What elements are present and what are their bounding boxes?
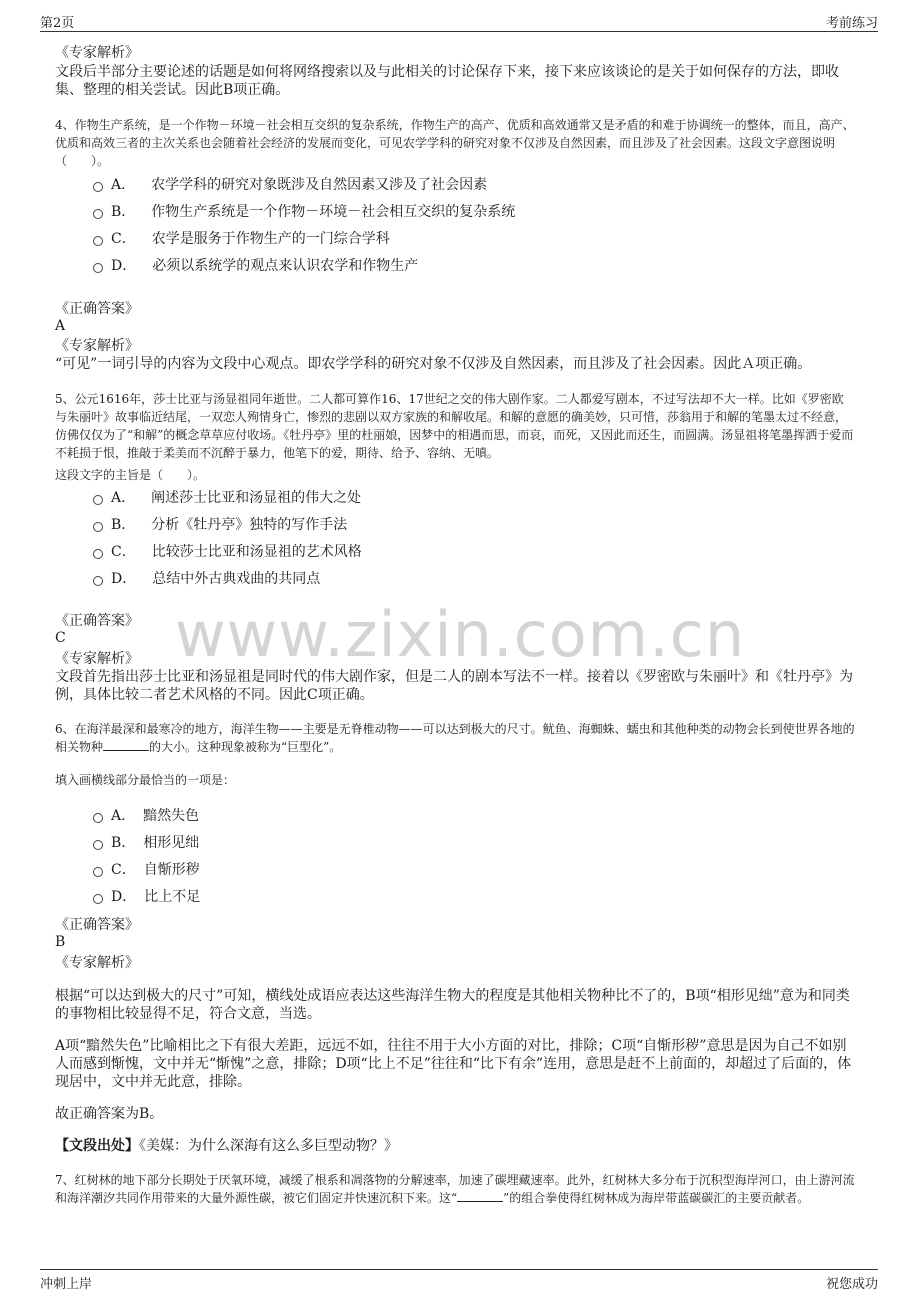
option-letter: C． bbox=[111, 862, 136, 878]
option-text: 相形见绌 bbox=[143, 835, 200, 851]
question-6-stem-part1: 6、在海洋最深和最寒冷的地方，海洋生物——主要是无脊椎动物——可以达到极大的尺寸。鱿鱼、海蜘蛛、蠕虫和其他种类的动物会长到使世界各地的相关物种 bbox=[55, 722, 855, 754]
radio-icon[interactable] bbox=[93, 813, 103, 823]
q5-analysis: 文段首先指出莎士比亚和汤显祖是同时代的伟大剧作家，但是二人的剧本写法不一样。接着以《罗密欧与朱丽叶》和《牡丹亭》为例，具体比较二者艺术风格的不同。因此C项正确。 bbox=[55, 669, 853, 703]
option-text: 农学是服务于作物生产的一门综合学科 bbox=[151, 231, 390, 247]
option-text: 自惭形秽 bbox=[143, 862, 200, 878]
radio-icon[interactable] bbox=[93, 549, 103, 559]
q4-analysis: “可见”一词引导的内容为文段中心观点。即农学学科的研究对象不仅涉及自然因素，而且涉及了社会因素。因此Ａ项正确。 bbox=[55, 356, 812, 372]
q4-option-b[interactable] bbox=[93, 201, 515, 221]
option-letter: C． bbox=[111, 231, 136, 247]
answer-label: 《正确答案》 bbox=[55, 613, 139, 629]
footer-right-text: 祝您成功 bbox=[825, 1277, 878, 1292]
answer-label: 《正确答案》 bbox=[55, 301, 139, 317]
option-text: 分析《牡丹亭》独特的写作手法 bbox=[151, 517, 348, 533]
option-text: 比较莎士比亚和汤显祖的艺术风格 bbox=[151, 544, 362, 560]
footer-left-text: 冲刺上岸 bbox=[40, 1277, 93, 1292]
radio-icon[interactable] bbox=[93, 209, 103, 219]
q4-option-d[interactable] bbox=[93, 255, 418, 275]
question-5-prompt: 这段文字的主旨是（ ）。 bbox=[55, 468, 206, 482]
radio-icon[interactable] bbox=[93, 263, 103, 273]
q4-option-c[interactable] bbox=[93, 228, 390, 248]
option-text: 比上不足 bbox=[144, 889, 201, 905]
option-letter: D． bbox=[111, 258, 137, 274]
radio-icon[interactable] bbox=[93, 182, 103, 192]
question-7-stem-part1: 7、红树林的地下部分长期处于厌氧环境，减缓了根系和凋落物的分解速率，加速了碳埋藏速率。此外，红树林大多分布于沉积型海岸河口，由上游河流和海洋潮汐共同作用带来的大量外源性碳，被它们固定并快速沉积下来。这“ bbox=[55, 1173, 855, 1205]
footer-divider bbox=[40, 1269, 878, 1270]
option-letter: D． bbox=[111, 571, 137, 587]
option-text: 总结中外古典戏曲的共同点 bbox=[152, 571, 321, 587]
q4-option-a[interactable] bbox=[93, 174, 487, 194]
q6-option-d[interactable] bbox=[93, 886, 200, 906]
q5-option-c[interactable] bbox=[93, 541, 362, 561]
source-label: 【文段出处】 bbox=[55, 1138, 139, 1154]
header-divider bbox=[40, 31, 878, 32]
question-6-stem-part2: 的大小。这种现象被称为“巨型化”。 bbox=[149, 740, 342, 754]
option-letter: A． bbox=[111, 490, 136, 506]
analysis-label: 《专家解析》 bbox=[55, 651, 139, 667]
question-7-stem-part2: ”的组合拳使得红树林成为海岸带蓝碳碳汇的主要贡献者。 bbox=[503, 1191, 810, 1205]
option-letter: D． bbox=[111, 889, 137, 905]
option-letter: A． bbox=[111, 177, 136, 193]
analysis-label: 《专家解析》 bbox=[55, 955, 139, 971]
question-6-prompt: 填入画横线部分最恰当的一项是： bbox=[55, 773, 236, 787]
q6-source bbox=[55, 1137, 855, 1155]
page-number: 第2页 bbox=[40, 16, 75, 31]
q6-answer: B bbox=[55, 934, 66, 950]
option-text: 必须以系统学的观点来认识农学和作物生产 bbox=[152, 258, 419, 274]
source-title: 《美媒：为什么深海有这么多巨型动物？》 bbox=[139, 1138, 398, 1154]
q6-option-b[interactable] bbox=[93, 832, 199, 852]
radio-icon[interactable] bbox=[93, 522, 103, 532]
option-text: 黯然失色 bbox=[143, 808, 200, 824]
q6-analysis-conclusion: 故正确答案为B。 bbox=[55, 1106, 164, 1122]
question-4-stem: 4、作物生产系统，是一个作物－环境－社会相互交织的复杂系统，作物生产的高产、优质和高效通常又是矛盾的和难于协调统一的整体，而且，高产、优质和高效三者的主次关系也会随着社会经济的发展而变化，可见农学学科的研究对象不仅涉及自然因素，而且涉及了社会因素。这段文字意图说明（ ）。 bbox=[55, 118, 855, 168]
option-text: 阐述莎士比亚和汤显祖的伟大之处 bbox=[151, 490, 362, 506]
fill-blank bbox=[103, 738, 149, 751]
option-text: 农学学科的研究对象既涉及自然因素又涉及了社会因素 bbox=[151, 177, 488, 193]
option-letter: B． bbox=[111, 517, 136, 533]
question-5-stem: 5、公元1616年，莎士比亚与汤显祖同年逝世。二人都可算作16、17世纪之交的伟大剧作家。二人都爱写剧本，不过写法却不大一样。比如《罗密欧与朱丽叶》故事临近结尾，一双恋人殉情身亡，惨烈的悲剧以双方家族的和解收尾。和解的意愿的确美妙，只可惜，莎翁用于和解的笔墨太过不经意，仿佛仅仅为了“和解”的概念草草应付收场。《牡丹亭》里的杜丽娘，因梦中的相遇而思，而哀，而死，又因此而还生，而圆满。汤显祖将笔墨挥洒于爱而不耗损于恨，推敲于柔美而不沉醉于暴力，他笔下的爱，期待、给予、容纳、无嗔。 bbox=[55, 392, 854, 460]
q4-answer: A bbox=[55, 318, 66, 334]
radio-icon[interactable] bbox=[93, 576, 103, 586]
watermark: www.zixin.com.cn bbox=[174, 598, 746, 671]
option-letter: C． bbox=[111, 544, 136, 560]
radio-icon[interactable] bbox=[93, 867, 103, 877]
q6-analysis-paragraph-1: 根据“可以达到极大的尺寸”可知，横线处成语应表达这些海洋生物大的程度是其他相关物种比不了的，B项“相形见绌”意为和同类的事物相比较显得不足，符合文意，当选。 bbox=[55, 988, 850, 1022]
radio-icon[interactable] bbox=[93, 495, 103, 505]
radio-icon[interactable] bbox=[93, 236, 103, 246]
question-7-stem bbox=[55, 1171, 855, 1207]
q5-answer: C bbox=[55, 630, 66, 646]
page-header-title: 考前练习 bbox=[825, 16, 878, 31]
question-6-stem bbox=[55, 720, 855, 756]
radio-icon[interactable] bbox=[93, 894, 103, 904]
fill-blank bbox=[457, 1189, 503, 1202]
option-letter: B． bbox=[111, 835, 136, 851]
q6-analysis-paragraph-2: A项“黯然失色”比喻相比之下有很大差距，远远不如，往往不用于大小方面的对比，排除；C项“自惭形秽”意思是因为自己不如别人而感到惭愧，文中并无“惭愧”之意，排除；D项“比上不足”往往和“比下有余”连用，意思是赶不上前面的，却超过了后面的，体现居中，文中并无此意，排除。 bbox=[55, 1038, 852, 1090]
q5-option-a[interactable] bbox=[93, 487, 361, 507]
option-letter: A． bbox=[111, 808, 136, 824]
q6-option-a[interactable] bbox=[93, 805, 199, 825]
analysis-label: 《专家解析》 bbox=[55, 338, 139, 354]
radio-icon[interactable] bbox=[93, 840, 103, 850]
q5-option-d[interactable] bbox=[93, 568, 320, 588]
answer-label: 《正确答案》 bbox=[55, 917, 139, 933]
q6-option-c[interactable] bbox=[93, 859, 200, 879]
analysis-label: 《专家解析》 bbox=[55, 45, 139, 61]
option-letter: B． bbox=[111, 204, 136, 220]
analysis-text: 文段后半部分主要论述的话题是如何将网络搜索以及与此相关的讨论保存下来，接下来应该谈论的是关于如何保存的方法，即收集、整理的相关尝试。因此B项正确。 bbox=[55, 64, 839, 98]
option-text: 作物生产系统是一个作物－环境－社会相互交织的复杂系统 bbox=[151, 204, 516, 220]
q5-option-b[interactable] bbox=[93, 514, 347, 534]
